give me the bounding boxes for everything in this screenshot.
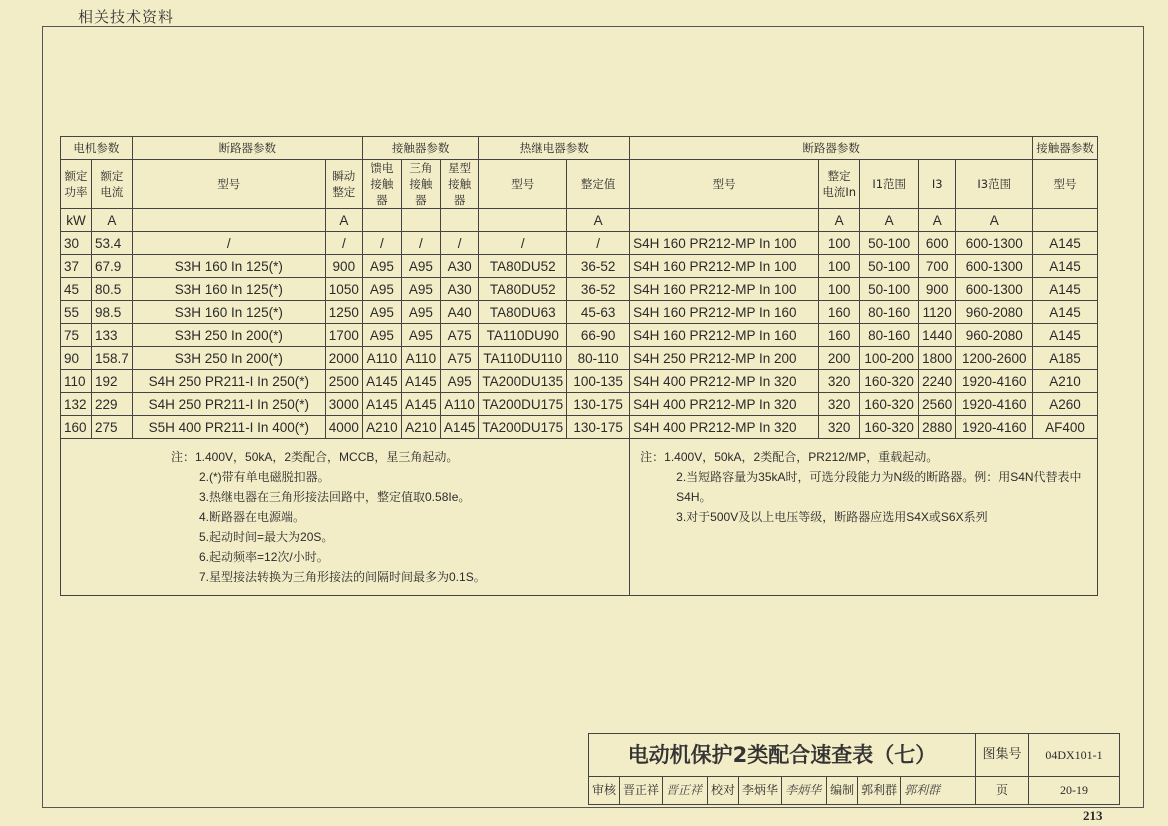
table-cell: S4H 250 PR211-I In 250(*) [132, 393, 325, 416]
table-cell: A95 [401, 278, 440, 301]
table-cell: 160-320 [860, 370, 919, 393]
table-cell: 80.5 [92, 278, 133, 301]
unit-cell: kW [61, 209, 92, 232]
table-cell: 320 [819, 370, 860, 393]
table-cell: 100-200 [860, 347, 919, 370]
table-cell: A145 [362, 393, 401, 416]
units-row [61, 209, 1098, 232]
table-cell: A40 [440, 301, 479, 324]
table-cell: 80-160 [860, 324, 919, 347]
table-cell: S3H 160 In 125(*) [132, 255, 325, 278]
table-cell: TA80DU63 [479, 301, 567, 324]
checker-signature: 李炳华 [782, 777, 827, 804]
table-cell: 600 [919, 232, 956, 255]
cb-model-header: 型号 [132, 160, 325, 209]
star-contactor-header: 星型接触器 [440, 160, 479, 209]
table-cell: A75 [440, 347, 479, 370]
note-left-3: 3.热继电器在三角形接法回路中，整定值取0.58Ie。 [199, 490, 471, 504]
table-cell: / [132, 232, 325, 255]
title-block [588, 733, 1120, 805]
table-cell: 100 [819, 278, 860, 301]
check-label: 校对 [708, 777, 739, 804]
table-cell: 600-1300 [956, 278, 1033, 301]
table-cell: 75 [61, 324, 92, 347]
table-cell: 1920-4160 [956, 416, 1033, 439]
checker-name: 李炳华 [739, 777, 782, 804]
table-cell: TA110DU90 [479, 324, 567, 347]
group-header-row [61, 137, 1098, 160]
table-cell: 66-90 [567, 324, 630, 347]
unit-cell [1033, 209, 1098, 232]
table-cell: AF400 [1033, 416, 1098, 439]
table-cell: TA200DU175 [479, 416, 567, 439]
unit-cell [630, 209, 819, 232]
table-cell: 960-2080 [956, 301, 1033, 324]
table-cell: 45 [61, 278, 92, 301]
table-cell: A145 [362, 370, 401, 393]
table-cell: 130-175 [567, 416, 630, 439]
table-cell: S4H 250 PR212-MP In 200 [630, 347, 819, 370]
table-cell: A95 [362, 255, 401, 278]
table-cell: 200 [819, 347, 860, 370]
contactor2-params-header: 接触器参数 [1033, 137, 1098, 160]
coordination-table [60, 136, 1098, 596]
table-cell: A110 [401, 347, 440, 370]
table-cell: 55 [61, 301, 92, 324]
reviewer-signature: 晋正祥 [663, 777, 708, 804]
unit-cell [362, 209, 401, 232]
table-cell: S4H 250 PR211-I In 250(*) [132, 370, 325, 393]
table-cell: 90 [61, 347, 92, 370]
table-cell: A145 [401, 393, 440, 416]
table-row [61, 416, 1098, 439]
designer-signature: 郭利群 [904, 783, 941, 797]
table-cell: 700 [919, 255, 956, 278]
table-row [61, 393, 1098, 416]
table-cell: A145 [1033, 232, 1098, 255]
table-cell: 1440 [919, 324, 956, 347]
cb-params-header: 断路器参数 [132, 137, 362, 160]
table-cell: A75 [440, 324, 479, 347]
table-cell: 320 [819, 416, 860, 439]
table-cell: S4H 400 PR212-MP In 320 [630, 416, 819, 439]
table-row [61, 324, 1098, 347]
table-cell: S5H 400 PR211-I In 400(*) [132, 416, 325, 439]
table-cell: 960-2080 [956, 324, 1033, 347]
table-cell: 36-52 [567, 278, 630, 301]
table-cell: S3H 160 In 125(*) [132, 278, 325, 301]
table-cell: A110 [362, 347, 401, 370]
table-cell: / [479, 232, 567, 255]
table-cell: TA200DU175 [479, 393, 567, 416]
table-cell: 320 [819, 393, 860, 416]
table-cell: 36-52 [567, 255, 630, 278]
signature-row [589, 777, 976, 804]
table-body [61, 232, 1098, 439]
table-cell: 2560 [919, 393, 956, 416]
table-cell: / [567, 232, 630, 255]
table-cell: A95 [362, 278, 401, 301]
note-right-3: 3.对于500V及以上电压等级，断路器应选用S4X或S6X系列 [676, 510, 988, 524]
table-cell: A95 [401, 255, 440, 278]
delta-contactor-header: 三角接触器 [401, 160, 440, 209]
feed-contactor-header: 馈电接触器 [362, 160, 401, 209]
rated-power-header: 额定功率 [61, 160, 92, 209]
relay-model-header: 型号 [479, 160, 567, 209]
cb2-params-header: 断路器参数 [630, 137, 1033, 160]
unit-cell: A [567, 209, 630, 232]
cb2-model-header: 型号 [630, 160, 819, 209]
table-cell: 100-135 [567, 370, 630, 393]
design-label: 编制 [827, 777, 858, 804]
note-left-6: 6.起动频率=12次/小时。 [199, 550, 329, 564]
designer-name: 郭利群 [858, 777, 901, 804]
table-cell: 100 [819, 255, 860, 278]
table-cell: 160-320 [860, 416, 919, 439]
atlas-number: 04DX101-1 [1029, 734, 1119, 777]
table-cell: S4H 160 PR212-MP In 100 [630, 232, 819, 255]
table-cell: 160-320 [860, 393, 919, 416]
unit-cell [401, 209, 440, 232]
table-cell: 1700 [325, 324, 362, 347]
table-cell: S4H 160 PR212-MP In 100 [630, 278, 819, 301]
rated-current-header: 额定电流 [92, 160, 133, 209]
table-cell: A95 [362, 301, 401, 324]
reviewer-name: 晋正祥 [620, 777, 663, 804]
table-cell: TA110DU110 [479, 347, 567, 370]
table-cell: A145 [440, 416, 479, 439]
table-cell: A95 [401, 301, 440, 324]
table-cell: 1050 [325, 278, 362, 301]
table-cell: TA200DU135 [479, 370, 567, 393]
table-cell: / [401, 232, 440, 255]
table-cell: A145 [1033, 301, 1098, 324]
table-cell: 53.4 [92, 232, 133, 255]
table-cell: A95 [440, 370, 479, 393]
table-cell: 3000 [325, 393, 362, 416]
table-cell: 229 [92, 393, 133, 416]
table-cell: 2500 [325, 370, 362, 393]
table-cell: 130-175 [567, 393, 630, 416]
unit-cell [479, 209, 567, 232]
sub-header-row [61, 160, 1098, 209]
table-cell: A145 [1033, 324, 1098, 347]
table-cell: 100 [819, 232, 860, 255]
note-right-1: 注：1.400V，50kA，2类配合，PR212/MP，重载起动。 [640, 450, 939, 464]
unit-cell [132, 209, 325, 232]
drawing-title: 电动机保护2类配合速查表（七） [589, 734, 976, 777]
table-cell: A210 [401, 416, 440, 439]
relay-setting-header: 整定值 [567, 160, 630, 209]
notes-left [61, 439, 630, 596]
table-cell: S4H 160 PR212-MP In 100 [630, 255, 819, 278]
table-cell: 275 [92, 416, 133, 439]
table-cell: A95 [401, 324, 440, 347]
table-cell: / [440, 232, 479, 255]
table-cell: 900 [919, 278, 956, 301]
i3-range-header: I3范围 [956, 160, 1033, 209]
table-row [61, 347, 1098, 370]
table-cell: 133 [92, 324, 133, 347]
table-cell: 1120 [919, 301, 956, 324]
unit-cell: A [860, 209, 919, 232]
table-cell: A145 [1033, 255, 1098, 278]
page-code: 20-19 [1060, 783, 1088, 797]
instant-setting-header: 瞬动整定 [325, 160, 362, 209]
table-cell: 1920-4160 [956, 393, 1033, 416]
contactor2-model-header: 型号 [1033, 160, 1098, 209]
table-row [61, 301, 1098, 324]
table-cell: A30 [440, 255, 479, 278]
table-cell: 900 [325, 255, 362, 278]
note-left-1: 注：1.400V，50kA，2类配合，MCCB，星三角起动。 [171, 450, 459, 464]
table-cell: 45-63 [567, 301, 630, 324]
table-cell: 1800 [919, 347, 956, 370]
atlas-label: 图集号 [976, 734, 1029, 777]
table-cell: 2240 [919, 370, 956, 393]
table-cell: 50-100 [860, 278, 919, 301]
table-cell: 1250 [325, 301, 362, 324]
page-label: 页 [976, 777, 1029, 804]
table-cell: 132 [61, 393, 92, 416]
table-cell: 160 [819, 324, 860, 347]
i3-header: I3 [919, 160, 956, 209]
table-cell: 110 [61, 370, 92, 393]
table-cell: 600-1300 [956, 255, 1033, 278]
note-left-5: 5.起动时间=最大为20S。 [199, 530, 334, 544]
table-cell: 37 [61, 255, 92, 278]
table-cell: S3H 250 In 200(*) [132, 324, 325, 347]
page-number: 213 [1083, 808, 1103, 823]
table-cell: A145 [401, 370, 440, 393]
table-row [61, 232, 1098, 255]
table-cell: 1920-4160 [956, 370, 1033, 393]
table-cell: S4H 160 PR212-MP In 160 [630, 324, 819, 347]
unit-cell: A [92, 209, 133, 232]
table-cell: 158.7 [92, 347, 133, 370]
motor-params-header: 电机参数 [61, 137, 133, 160]
table-cell: A95 [362, 324, 401, 347]
table-cell: 80-110 [567, 347, 630, 370]
review-label: 审核 [589, 777, 620, 804]
table-cell: 67.9 [92, 255, 133, 278]
table-cell: S4H 160 PR212-MP In 160 [630, 301, 819, 324]
notes-right [630, 439, 1098, 596]
note-left-4: 4.断路器在电源端。 [199, 510, 306, 524]
table-cell: S3H 160 In 125(*) [132, 301, 325, 324]
table-cell: 1200-2600 [956, 347, 1033, 370]
note-right-2: 2.当短路容量为35kA时，可选分段能力为N级的断路器。例：用S4N代替表中S4H。 [676, 470, 1082, 504]
table-row [61, 370, 1098, 393]
section-header: 相关技术资料 [78, 8, 175, 26]
table-cell: A210 [362, 416, 401, 439]
unit-cell: A [819, 209, 860, 232]
table-cell: A260 [1033, 393, 1098, 416]
table-cell: 600-1300 [956, 232, 1033, 255]
table-cell: 192 [92, 370, 133, 393]
table-cell: TA80DU52 [479, 278, 567, 301]
table-cell: A185 [1033, 347, 1098, 370]
table-cell: S4H 400 PR212-MP In 320 [630, 393, 819, 416]
table-cell: 2880 [919, 416, 956, 439]
unit-cell: A [956, 209, 1033, 232]
table-cell: 2000 [325, 347, 362, 370]
table-cell: / [362, 232, 401, 255]
table-row [61, 255, 1098, 278]
table-cell: A110 [440, 393, 479, 416]
table-cell: 160 [61, 416, 92, 439]
table-cell: / [325, 232, 362, 255]
table-cell: 98.5 [92, 301, 133, 324]
contactor-params-header: 接触器参数 [362, 137, 479, 160]
note-left-2: 2.(*)带有单电磁脱扣器。 [199, 470, 330, 484]
unit-cell: A [325, 209, 362, 232]
table-cell: S4H 400 PR212-MP In 320 [630, 370, 819, 393]
table-cell: 30 [61, 232, 92, 255]
table-cell: 50-100 [860, 232, 919, 255]
setting-current-header: 整定电流In [819, 160, 860, 209]
table-cell: 80-160 [860, 301, 919, 324]
table-cell: A210 [1033, 370, 1098, 393]
notes-row [61, 439, 1098, 596]
table-cell: S3H 250 In 200(*) [132, 347, 325, 370]
table-row [61, 278, 1098, 301]
table-cell: 4000 [325, 416, 362, 439]
unit-cell [440, 209, 479, 232]
table-cell: A30 [440, 278, 479, 301]
table-cell: 50-100 [860, 255, 919, 278]
i1-range-header: I1范围 [860, 160, 919, 209]
table-cell: TA80DU52 [479, 255, 567, 278]
note-left-7: 7.星型接法转换为三角形接法的间隔时间最多为0.1S。 [199, 570, 486, 584]
table-cell: A145 [1033, 278, 1098, 301]
relay-params-header: 热继电器参数 [479, 137, 630, 160]
unit-cell: A [919, 209, 956, 232]
table-cell: 160 [819, 301, 860, 324]
